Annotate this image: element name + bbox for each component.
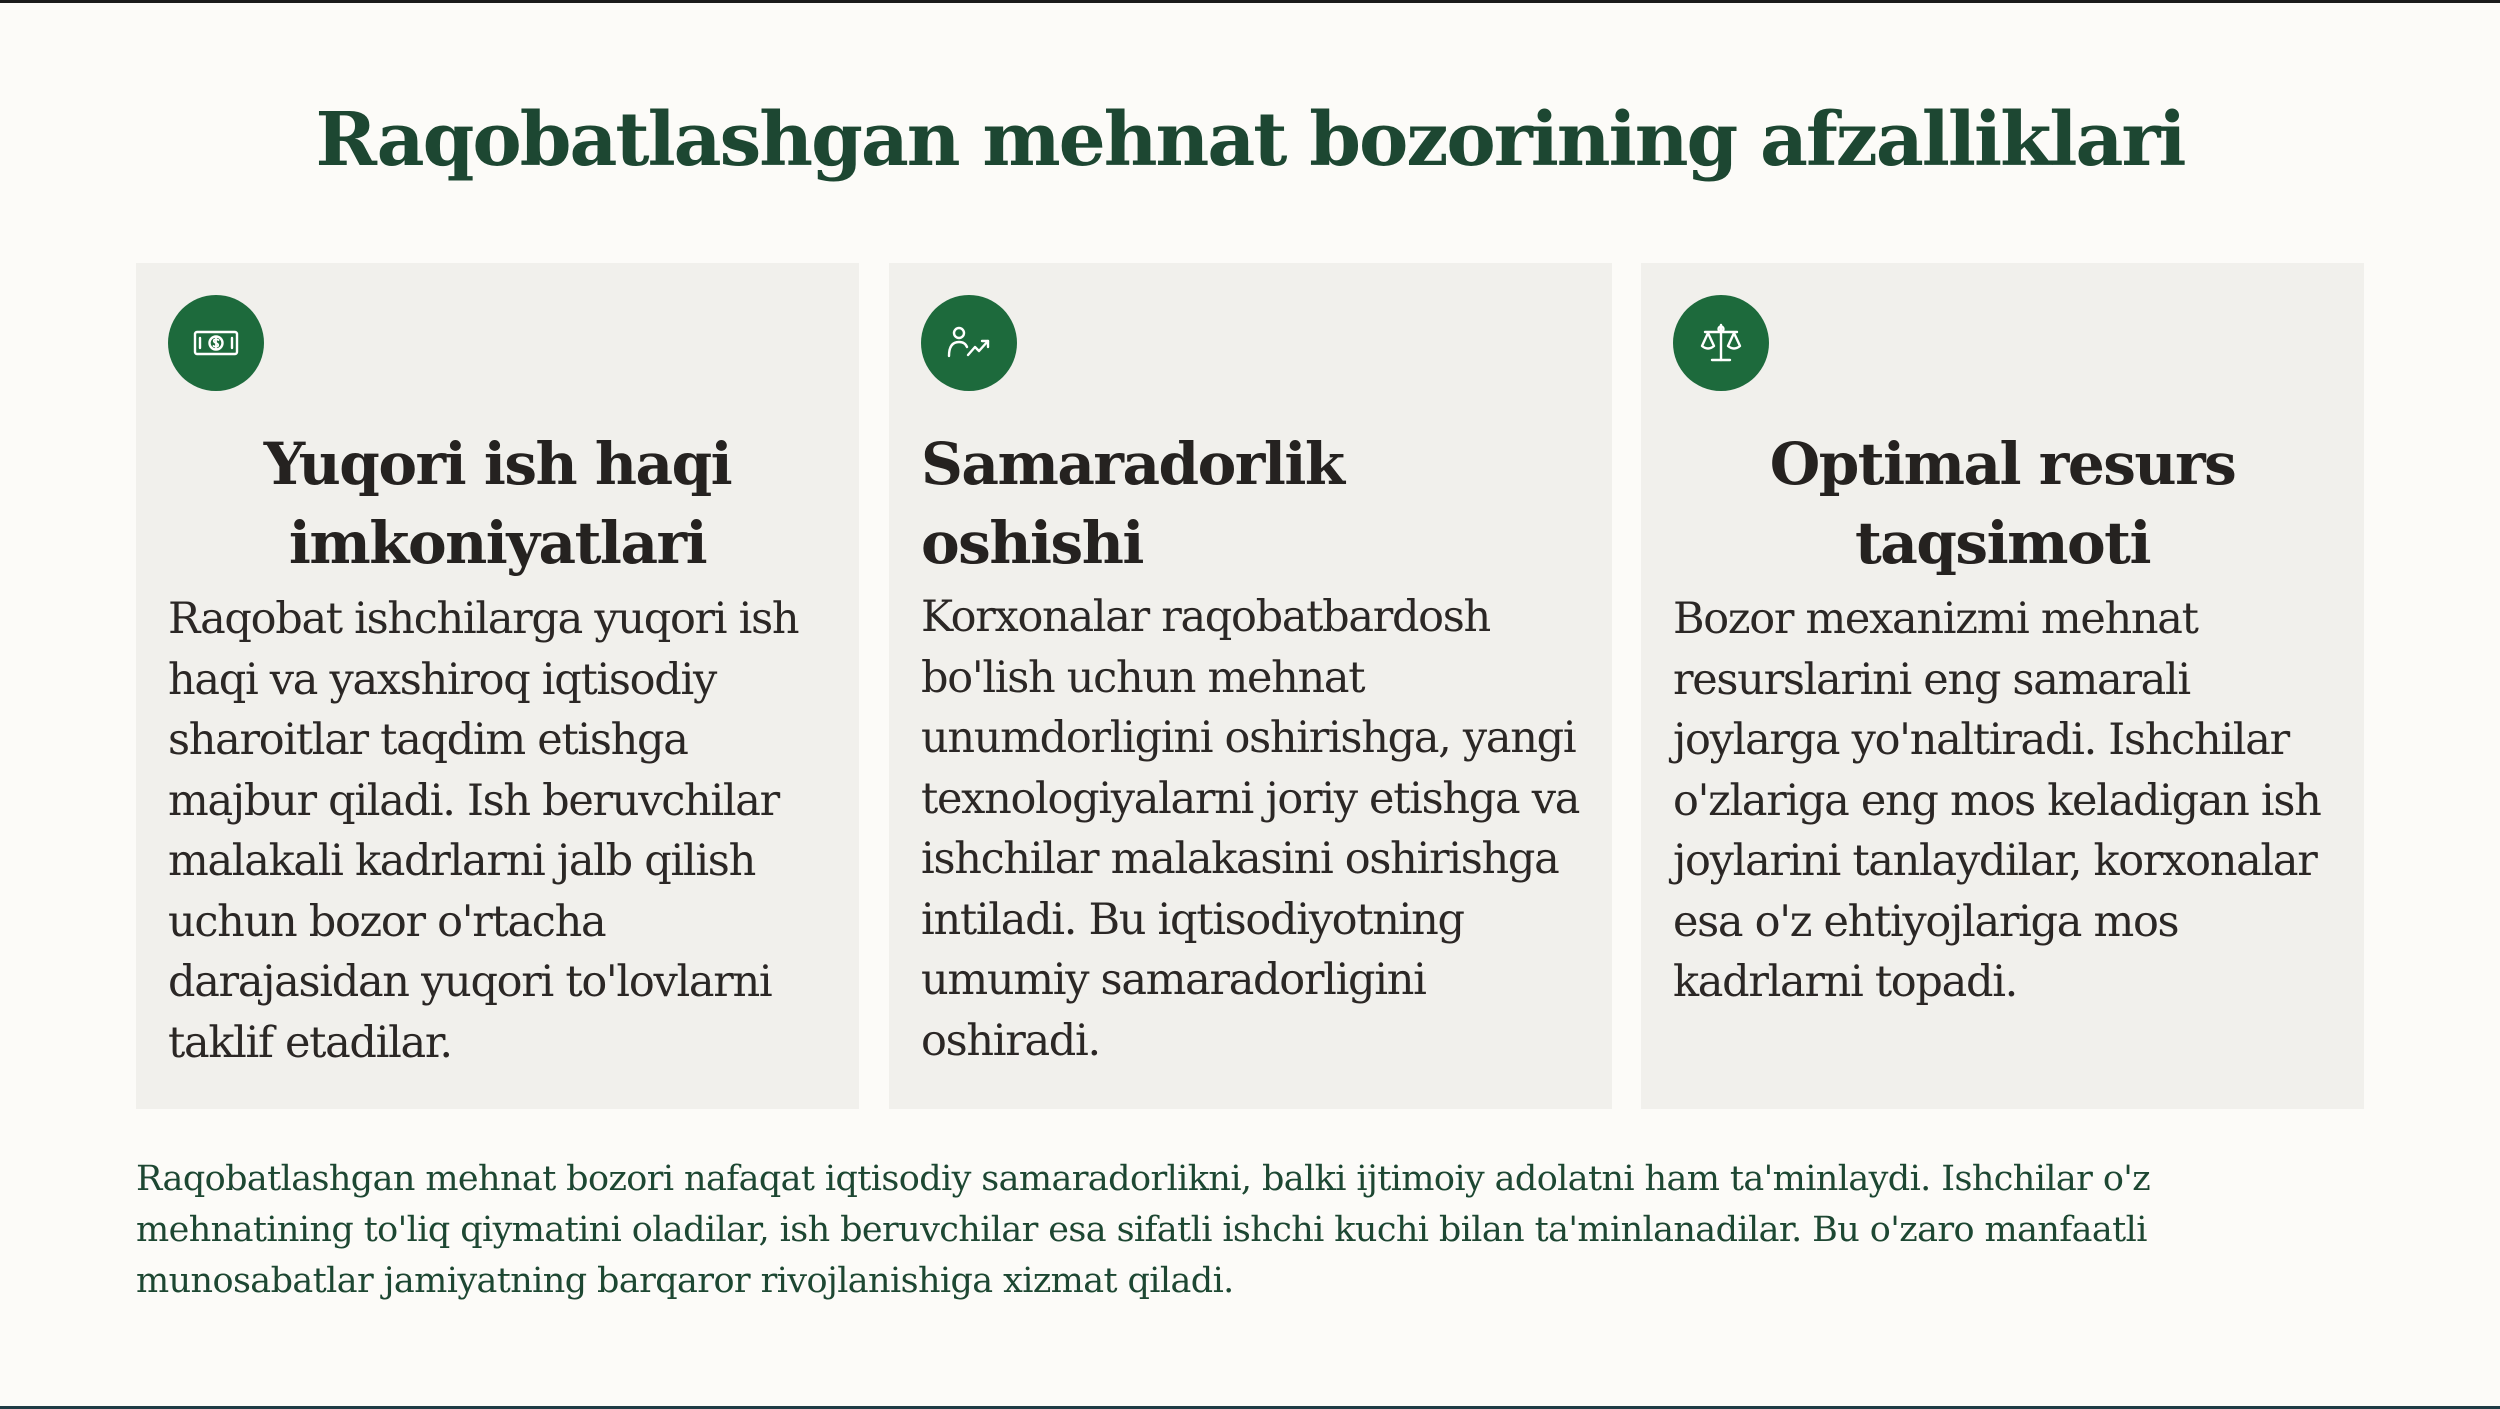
- money-icon: [168, 295, 264, 391]
- card-text: Raqobat ishchilarga yuqori ish haqi va yaxshiroq iqtisodiy sharoitlar taqdim etishga majbur qiladi. Ish beruvchilar malakali kadrlarni jalb qilish uchun bozor o'rtacha darajasidan yuqori to'lovlarni taklif etadilar.: [168, 594, 799, 1068]
- balance-scale-icon: [1673, 295, 1769, 391]
- top-border: [0, 0, 2500, 3]
- card-efficiency: [889, 263, 1612, 1109]
- card-title: Samaradorlik oshishi: [921, 430, 1344, 577]
- card-text: Bozor mexanizmi mehnat resurslarini eng samarali joylarga yo'naltiradi. Ishchilar o'zlariga eng mos keladigan ish joylarini tanlaydilar, korxonalar esa o'z ehtiyojlariga mos kadrlarni topadi.: [1673, 594, 2321, 1007]
- card-high-wages: [136, 263, 859, 1109]
- card-title: Yuqori ish haqi imkoniyatlari: [263, 430, 732, 577]
- card-resource-allocation: [1641, 263, 2364, 1109]
- card-title: Optimal resurs taqsimoti: [1769, 430, 2236, 577]
- summary-paragraph: Raqobatlashgan mehnat bozori nafaqat iqtisodiy samaradorlikni, balki ijtimoiy adolatni ham ta'minlaydi. Ishchilar o'z mehnatining to'liq qiymatini oladilar, ish beruvchilar esa sifatli ishchi kuchi bilan ta'minlanadilar. Bu o'zaro manfaatli munosabatlar jamiyatning barqaror rivojlanishiga xizmat qiladi.: [136, 1159, 2151, 1301]
- card-text: Korxonalar raqobatbardosh bo'lish uchun mehnat unumdorligini oshirishga, yangi texnologiyalarni joriy etishga va ishchilar malakasini oshirishga intiladi. Bu iqtisodiyotning umumiy samaradorligini oshiradi.: [921, 592, 1580, 1066]
- page-title: Raqobatlashgan mehnat bozorining afzalliklari: [315, 97, 2185, 183]
- growth-chart-icon: [921, 295, 1017, 391]
